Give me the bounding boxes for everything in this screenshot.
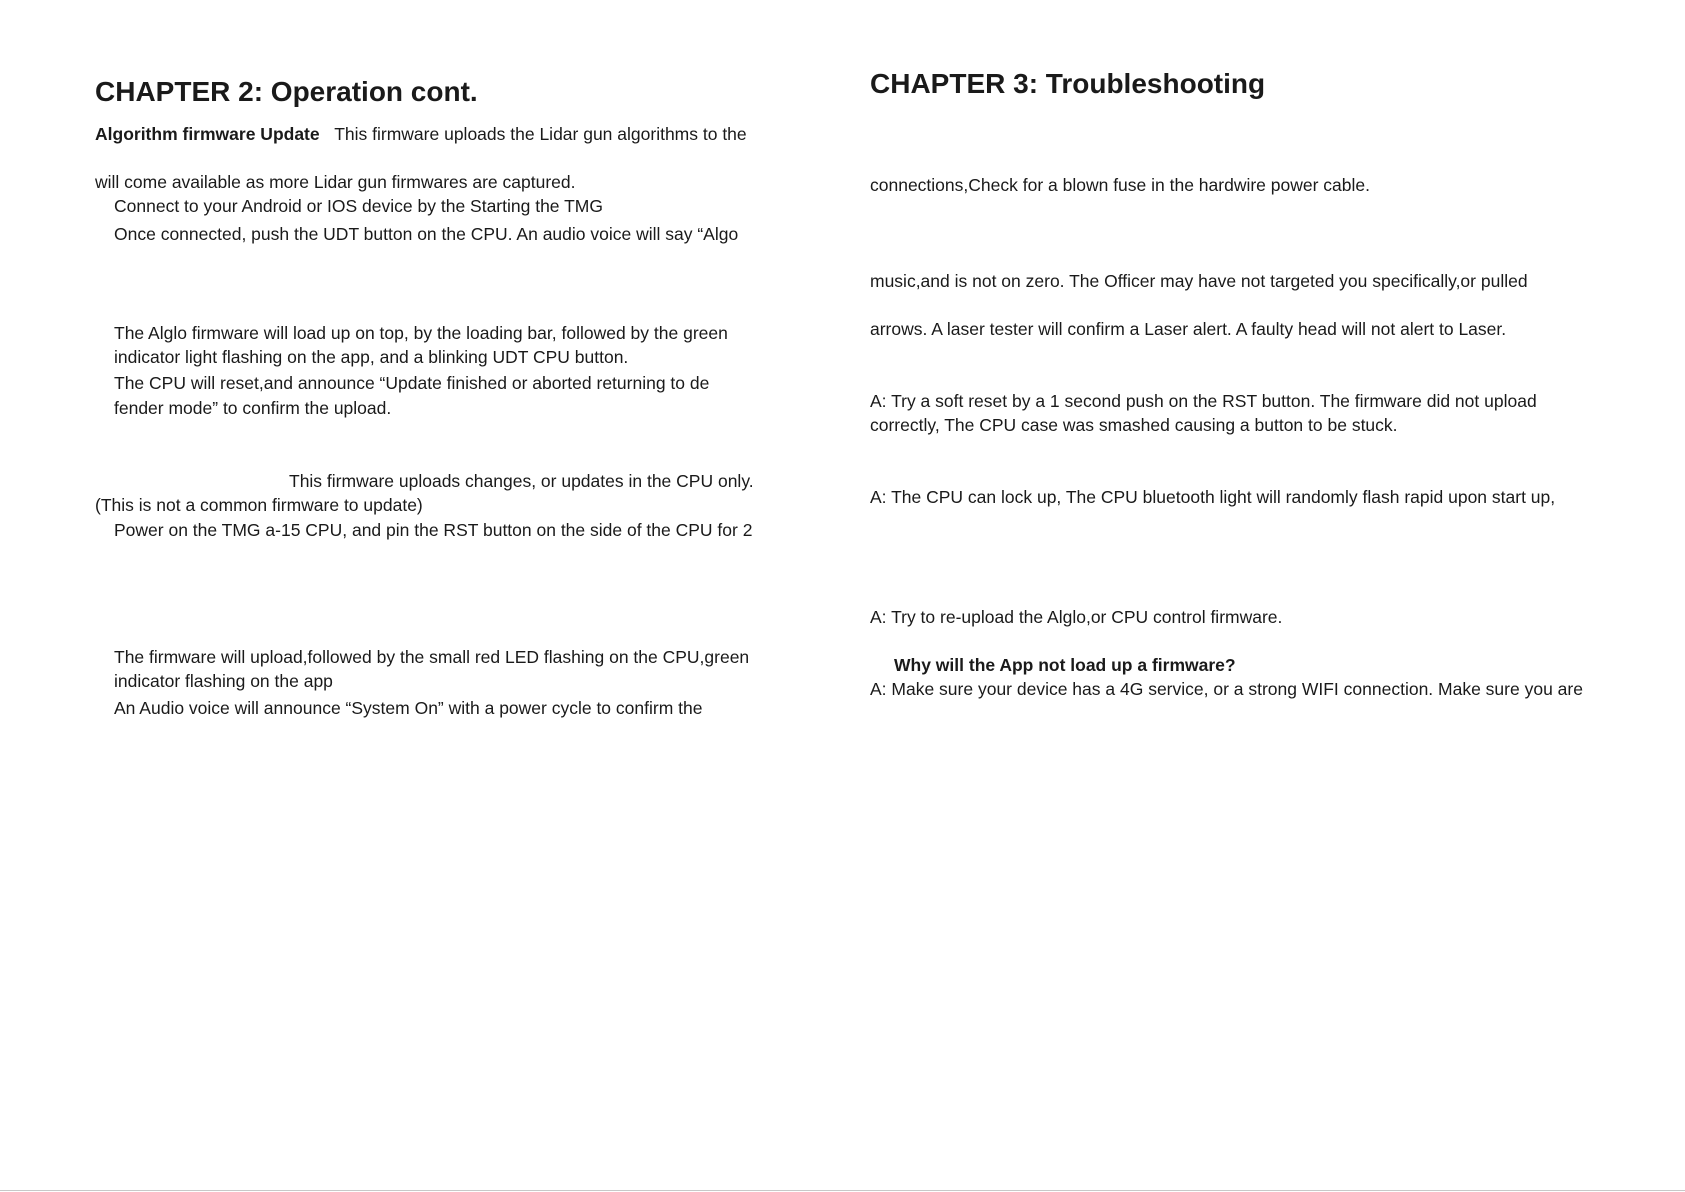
right-page: [843, 0, 1685, 1192]
laser-arrows-text: arrows. A laser tester will confirm a Laser alert. A faulty head will not alert to Laser.: [870, 319, 1507, 339]
step-firmware-upload-line-1: The firmware will upload,followed by the small red LED flashing on the CPU,green: [114, 647, 750, 667]
step-cpu-reset-line-1: The CPU will reset,and announce “Update finished or aborted returning to de: [114, 373, 710, 393]
step-push-udt-button: Once connected, push the UDT button on the CPU. An audio voice will say “Algo: [114, 224, 739, 244]
step-firmware-load-line-2: indicator light flashing on the app, and a blinking UDT CPU button.: [114, 347, 629, 367]
algorithm-update-intro: This firmware uploads the Lidar gun algorithms to the: [334, 124, 747, 144]
step-cpu-reset-line-2: fender mode” to confirm the upload.: [114, 398, 392, 418]
cpu-firmware-note: (This is not a common firmware to update): [95, 495, 423, 515]
alert-music-text: music,and is not on zero. The Officer may have not targeted you specifically,or pulled: [870, 271, 1528, 291]
answer-reupload-firmware: A: Try to re-upload the Alglo,or CPU control firmware.: [870, 607, 1283, 627]
step-power-on-cpu: Power on the TMG a-15 CPU, and pin the RST button on the side of the CPU for 2: [114, 520, 753, 540]
step-audio-announce: An Audio voice will announce “System On” with a power cycle to confirm the: [114, 698, 703, 718]
question-app-firmware: Why will the App not load up a firmware?: [894, 655, 1236, 675]
algorithm-update-heading: Algorithm firmware Update: [95, 124, 320, 144]
answer-soft-reset-line-1: A: Try a soft reset by a 1 second push on the RST button. The firmware did not upload: [870, 391, 1537, 411]
answer-soft-reset-line-2: correctly, The CPU case was smashed causing a button to be stuck.: [870, 415, 1398, 435]
power-connections-text: connections,Check for a blown fuse in the hardwire power cable.: [870, 175, 1370, 195]
cpu-firmware-intro: This firmware uploads changes, or updates in the CPU only.: [289, 471, 754, 491]
answer-app-connection: A: Make sure your device has a 4G service, or a strong WIFI connection. Make sure you are: [870, 679, 1583, 699]
firmware-availability-text: will come available as more Lidar gun firmwares are captured.: [95, 172, 576, 192]
algorithm-update-paragraph: [95, 124, 747, 144]
step-firmware-load-line-1: The Alglo firmware will load up on top, by the loading bar, followed by the green: [114, 323, 728, 343]
answer-cpu-lock-up: A: The CPU can lock up, The CPU bluetooth light will randomly flash rapid upon start up,: [870, 487, 1556, 507]
chapter-2-title: CHAPTER 2: Operation cont.: [95, 76, 478, 107]
left-page: [0, 0, 842, 1192]
step-connect-device: Connect to your Android or IOS device by the Starting the TMG: [114, 196, 603, 216]
step-firmware-upload-line-2: indicator flashing on the app: [114, 671, 333, 691]
chapter-3-title: CHAPTER 3: Troubleshooting: [870, 68, 1266, 99]
page-bottom-divider: [0, 1190, 1685, 1191]
